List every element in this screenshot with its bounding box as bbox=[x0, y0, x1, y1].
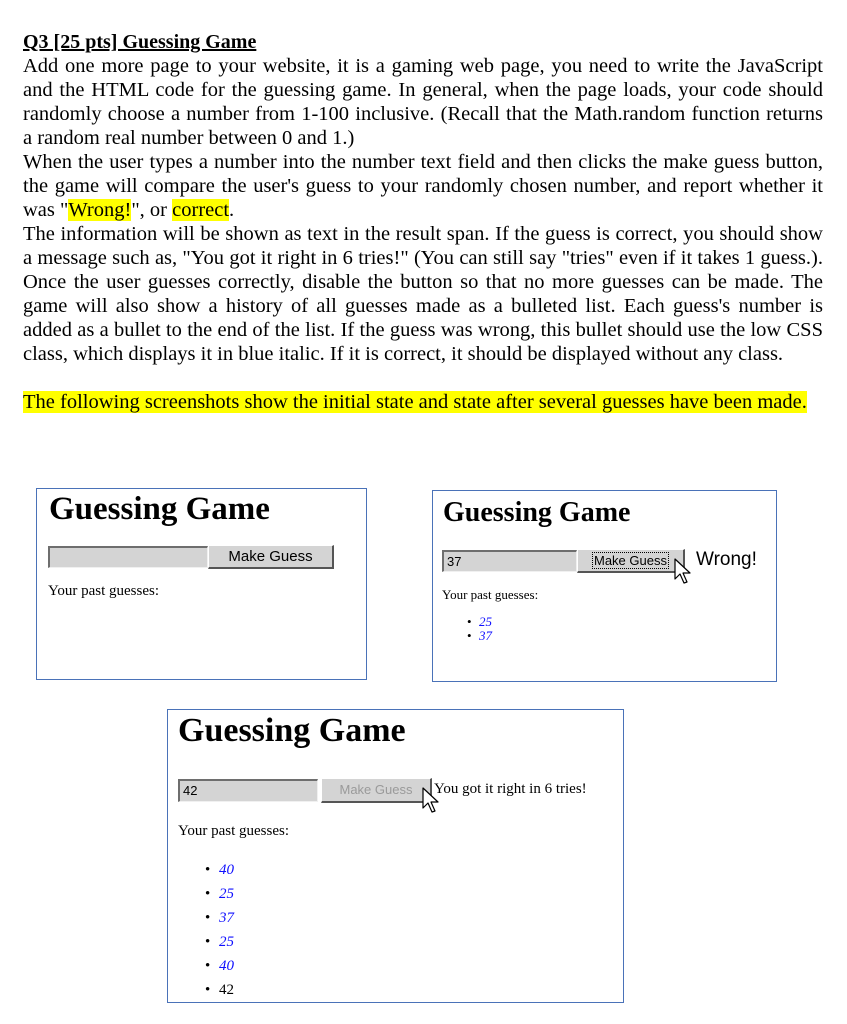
highlight-screenshots: The following screenshots show the initial state and state after several guesses have been made. bbox=[23, 391, 807, 413]
paragraph-compare bbox=[23, 150, 823, 222]
guess-history-item: • 37 bbox=[205, 906, 234, 930]
game-title: Guessing Game bbox=[178, 712, 406, 749]
screenshot-wrong bbox=[432, 490, 777, 682]
highlight-correct: correct bbox=[172, 199, 230, 221]
guess-history-item: • 37 bbox=[467, 629, 492, 643]
make-guess-button[interactable] bbox=[577, 549, 685, 573]
guess-input[interactable]: 37 bbox=[442, 550, 577, 572]
guess-history-item: • 40 bbox=[205, 858, 234, 882]
question-document bbox=[23, 30, 823, 414]
result-span: Wrong! bbox=[696, 549, 757, 570]
paragraph-compare-end: . bbox=[229, 199, 235, 221]
guess-history-item: • 25 bbox=[205, 882, 234, 906]
past-guesses-label: Your past guesses: bbox=[442, 587, 539, 602]
screenshot-initial bbox=[36, 488, 367, 680]
highlight-wrong: Wrong! bbox=[68, 199, 132, 221]
guess-history-item: • 25 bbox=[205, 930, 234, 954]
paragraph-compare-text: When the user types a number into the number text field and then clicks the make guess button, the game will compare the user's guess to your randomly chosen number, and report whether it was " bbox=[23, 151, 823, 221]
guess-input[interactable] bbox=[48, 546, 208, 568]
guess-history-item: • 25 bbox=[467, 615, 492, 629]
paragraph-compare-mid: ", or bbox=[131, 199, 173, 221]
question-title: Q3 [25 pts] Guessing Game bbox=[23, 31, 257, 53]
result-span: You got it right in 6 tries! bbox=[434, 781, 587, 797]
paragraph-result-span: The information will be shown as text in the result span. If the guess is correct, you should show a message such as, "You got it right in 6 tries!" (You can still say "tries" even if it takes 1 guess.). Once the user guesses correctly, disable the button so that no more guesses can be made. The game will also show a history of all guesses made as a bulleted list. Each guess's number is added as a bullet to the end of the list. If the guess was wrong, this bullet should use the low CSS class, which displays it in blue italic. If it is correct, it should be displayed without any class. bbox=[23, 223, 823, 365]
guess-history-item: • 40 bbox=[205, 954, 234, 978]
guess-history-list bbox=[467, 615, 492, 643]
guess-history-list bbox=[205, 858, 234, 1002]
screenshot-correct bbox=[167, 709, 624, 1003]
guess-input[interactable]: 42 bbox=[178, 779, 318, 802]
make-guess-button[interactable]: Make Guess bbox=[321, 778, 432, 803]
paragraph-intro: Add one more page to your website, it is a gaming web page, you need to write the JavaScript and the HTML code for the guessing game. In general, when the page loads, your code should randomly choose a number from 1-100 inclusive. (Recall that the Math.random function returns a random real number between 0 and 1.) bbox=[23, 55, 823, 149]
game-title: Guessing Game bbox=[443, 497, 631, 528]
mouse-cursor-icon bbox=[674, 558, 694, 586]
past-guesses-label: Your past guesses: bbox=[178, 823, 289, 839]
make-guess-button[interactable]: Make Guess bbox=[208, 545, 334, 569]
make-guess-button-label: Make Guess bbox=[594, 553, 667, 568]
game-title: Guessing Game bbox=[49, 491, 270, 527]
guess-history-item: • 42 bbox=[205, 978, 234, 1002]
paragraph-screenshots bbox=[23, 390, 823, 414]
past-guesses-label: Your past guesses: bbox=[48, 583, 159, 599]
